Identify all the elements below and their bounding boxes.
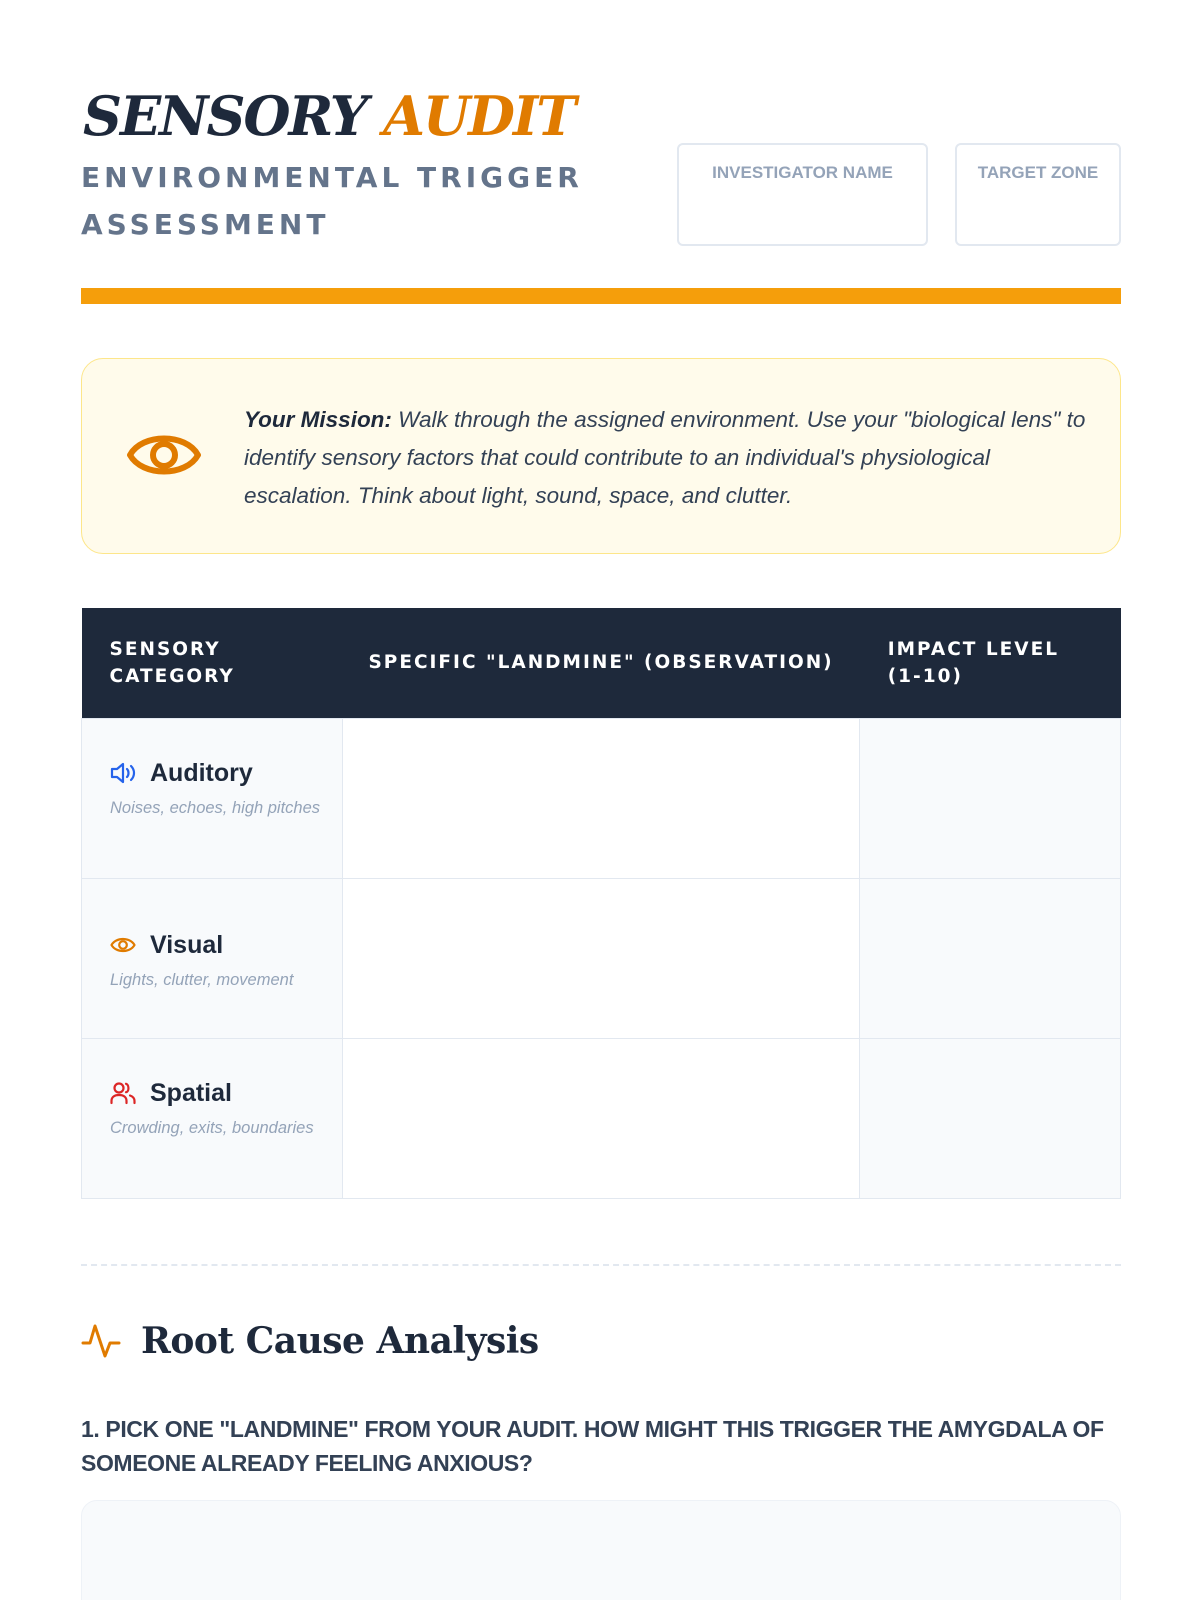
- accent-divider: [81, 288, 1121, 304]
- category-name: Spatial: [150, 1078, 232, 1107]
- table-row: [82, 1038, 1121, 1198]
- investigator-name-label: INVESTIGATOR NAME: [712, 163, 893, 182]
- impact-level-input[interactable]: [860, 718, 1121, 878]
- page-title: [83, 84, 574, 148]
- impact-level-input[interactable]: [860, 1038, 1121, 1198]
- mission-callout: [81, 358, 1121, 554]
- category-name: Auditory: [150, 758, 253, 787]
- eye-icon: [126, 425, 202, 485]
- eye-icon: [110, 935, 136, 955]
- observation-input[interactable]: [342, 878, 859, 1038]
- category-description: Crowding, exits, boundaries: [110, 1118, 314, 1137]
- header-impact-level: IMPACT LEVEL (1-10): [887, 638, 1059, 687]
- root-cause-heading: [81, 1320, 539, 1362]
- category-description: Lights, clutter, movement: [110, 970, 294, 989]
- users-icon: [110, 1081, 136, 1105]
- header-sensory-category: SENSORY CATEGORY: [109, 638, 235, 687]
- observation-input[interactable]: [342, 1038, 859, 1198]
- target-zone-field[interactable]: [955, 143, 1121, 246]
- category-cell-visual: [82, 878, 343, 1038]
- header: [81, 0, 1121, 304]
- category-name: Visual: [150, 930, 224, 959]
- title-part-sensory: SENSORY: [83, 84, 367, 148]
- category-description: Noises, echoes, high pitches: [110, 798, 321, 817]
- category-cell-spatial: [82, 1038, 343, 1198]
- investigator-name-field[interactable]: [677, 143, 928, 246]
- table-row: [82, 878, 1121, 1038]
- impact-level-input[interactable]: [860, 878, 1121, 1038]
- table-header-row: [82, 608, 1121, 718]
- section-title: Root Cause Analysis: [141, 1320, 539, 1362]
- page-subtitle: ENVIRONMENTAL TRIGGER ASSESSMENT: [81, 161, 583, 241]
- header-observation: SPECIFIC "LANDMINE" (OBSERVATION): [368, 652, 834, 674]
- mission-text: [244, 401, 1094, 515]
- table-row: [82, 718, 1121, 878]
- mission-body: Walk through the assigned environment. Use your "biological lens" to identify sensory factors that could contribute to an individual's physiological escalation. Think about light, sound, space, and clutter.: [244, 407, 1086, 508]
- title-part-audit: AUDIT: [383, 84, 575, 148]
- speaker-icon: [110, 761, 136, 785]
- answer-1-textarea[interactable]: [81, 1500, 1121, 1600]
- question-1: 1. PICK ONE "LANDMINE" FROM YOUR AUDIT. HOW MIGHT THIS TRIGGER THE AMYGDALA OF SOMEONE ALREADY FEELING ANXIOUS?: [81, 1416, 1104, 1476]
- sensory-audit-table: [81, 608, 1121, 1199]
- category-cell-auditory: [82, 718, 343, 878]
- target-zone-label: TARGET ZONE: [977, 163, 1099, 182]
- section-divider: [81, 1264, 1121, 1266]
- mission-label: Your Mission:: [244, 407, 392, 432]
- worksheet-page: [81, 0, 1121, 1476]
- activity-icon: [81, 1321, 121, 1361]
- observation-input[interactable]: [342, 718, 859, 878]
